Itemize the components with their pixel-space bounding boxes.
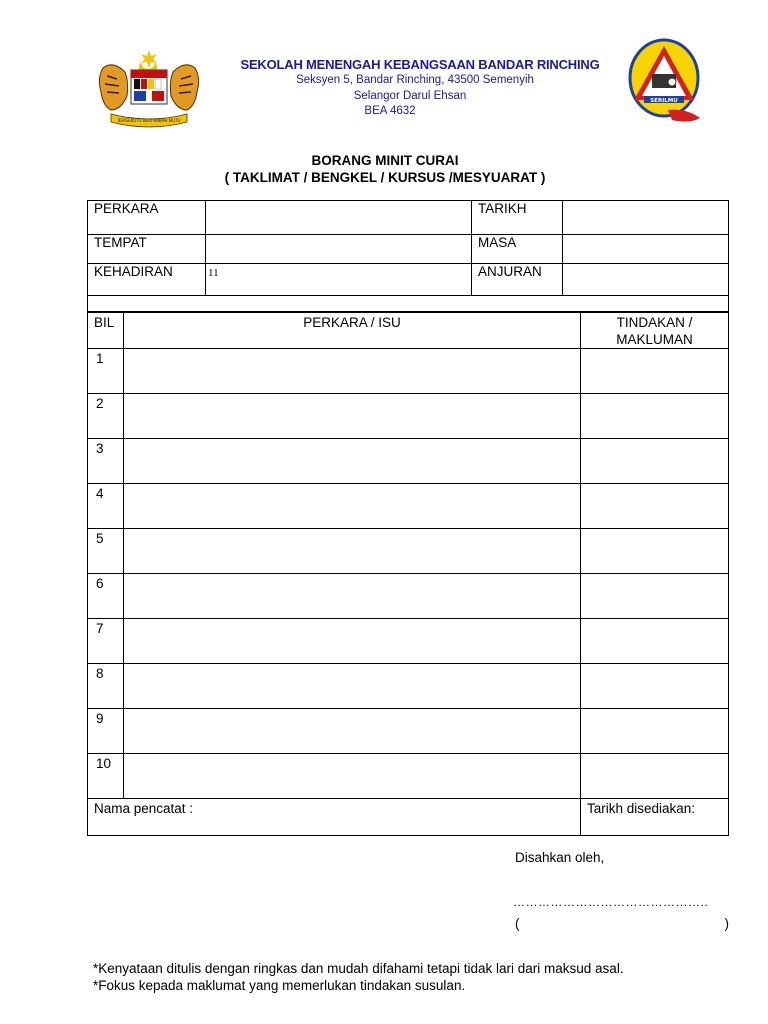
bil-header-cell [88,313,124,349]
table-row [88,484,729,529]
tarikh-label: TARIKH [478,201,527,216]
nama-pencatat-label: Nama pencatat : [94,801,194,816]
anjuran-label-cell [472,264,563,296]
tarikh-disediakan-field[interactable] [581,799,729,836]
school-address-line2: Selangor Darul Ehsan [353,90,467,102]
tindakan-field[interactable] [581,349,729,394]
row-number: 8 [96,666,104,681]
disahkan-label: Disahkan oleh, [515,850,605,865]
row-number-cell [88,664,124,709]
row-number-cell [88,619,124,664]
tindakan-field[interactable] [581,664,729,709]
table-row [88,754,729,799]
malaysia-crest-logo [97,48,201,130]
row-number-cell [88,394,124,439]
table-row [88,439,729,484]
tindakan-header-cell [581,313,729,349]
row-number-cell [88,439,124,484]
tarikh-disediakan-label: Tarikh disediakan: [587,801,696,816]
perkara-isu-field[interactable] [124,439,581,484]
row-number: 4 [96,486,104,501]
row-number: 1 [96,351,104,366]
signer-name-field[interactable] [515,916,729,931]
table-row [88,664,729,709]
row-number-cell [88,349,124,394]
signature-line[interactable]: ……………………………………….. [513,895,709,909]
tempat-label: TEMPAT [94,235,147,250]
tindakan-field[interactable] [581,394,729,439]
meeting-info-table [87,200,729,312]
kehadiran-value-field[interactable] [206,264,472,296]
tempat-label-cell [88,235,206,264]
masa-label-cell [472,235,563,264]
row-number-cell [88,529,124,574]
perkara-isu-field[interactable] [124,754,581,799]
table-row [88,709,729,754]
row-number-cell [88,484,124,529]
perkara-isu-field[interactable] [124,619,581,664]
table-row [88,619,729,664]
form-title: BORANG MINIT CURAI [311,153,459,168]
perkara-value-field[interactable] [206,201,472,235]
tindakan-field[interactable] [581,619,729,664]
masa-label: MASA [478,235,517,250]
tindakan-header-line2: MAKLUMAN [616,332,693,347]
row-number: 10 [96,756,112,771]
row-number-cell [88,754,124,799]
note-1: *Kenyataan ditulis dengan ringkas dan mudah difahami tetapi tidak lari dari maksud asal. [93,961,624,976]
anjuran-value-field[interactable] [563,264,729,296]
table-row [88,574,729,619]
perkara-isu-field[interactable] [124,394,581,439]
tindakan-field[interactable] [581,574,729,619]
nama-pencatat-field[interactable] [88,799,581,836]
perkara-label: PERKARA [94,201,159,216]
minutes-table [87,312,729,836]
table-row [88,394,729,439]
row-number: 7 [96,621,104,636]
row-number-cell [88,709,124,754]
perkara-isu-field[interactable] [124,574,581,619]
paren-close: ) [724,916,729,931]
row-number: 2 [96,396,104,411]
perkara-label-cell [88,201,206,235]
school-logo [628,38,704,124]
tindakan-field[interactable] [581,754,729,799]
table-row [88,349,729,394]
tindakan-field[interactable] [581,439,729,484]
perkara-isu-header: PERKARA / ISU [303,315,401,330]
row-number-cell [88,574,124,619]
anjuran-label: ANJURAN [478,264,542,279]
tindakan-field[interactable] [581,529,729,574]
kehadiran-label: KEHADIRAN [94,264,173,279]
tindakan-field[interactable] [581,484,729,529]
paren-open: ( [515,916,520,931]
svg-text:SERILMU: SERILMU [650,98,678,104]
spacer-row [88,296,729,312]
perkara-isu-field[interactable] [124,529,581,574]
svg-text:BERSEKUTU BERTAMBAH MUTU: BERSEKUTU BERTAMBAH MUTU [117,118,181,123]
school-address-line1: Seksyen 5, Bandar Rinching, 43500 Semenyih [296,74,534,86]
perkara-isu-field[interactable] [124,349,581,394]
masa-value-field[interactable] [563,235,729,264]
tindakan-field[interactable] [581,709,729,754]
table-row [88,529,729,574]
tarikh-value-field[interactable] [563,201,729,235]
row-number: 5 [96,531,104,546]
note-2: *Fokus kepada maklumat yang memerlukan tindakan susulan. [93,978,466,993]
perkara-isu-field[interactable] [124,484,581,529]
kehadiran-label-cell [88,264,206,296]
row-number: 6 [96,576,104,591]
tempat-value-field[interactable] [206,235,472,264]
perkara-isu-field[interactable] [124,664,581,709]
school-code: BEA 4632 [364,105,416,117]
perkara-isu-header-cell [124,313,581,349]
row-number: 9 [96,711,104,726]
form-subtitle: ( TAKLIMAT / BENGKEL / KURSUS /MESYUARAT ) [224,170,546,185]
perkara-isu-field[interactable] [124,709,581,754]
kehadiran-value: 11 [208,267,219,279]
row-number: 3 [96,441,104,456]
bil-header: BIL [94,315,115,330]
school-name: SEKOLAH MENENGAH KEBANGSAAN BANDAR RINCHING [240,57,600,72]
tindakan-header-line1: TINDAKAN / [616,315,693,330]
tarikh-label-cell [472,201,563,235]
